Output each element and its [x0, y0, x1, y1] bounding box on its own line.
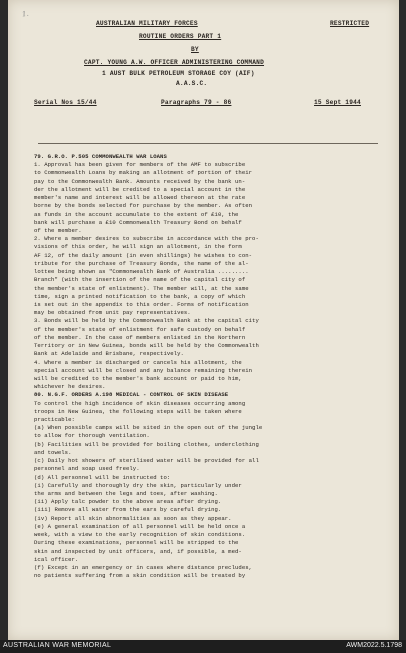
footer-institution: AUSTRALIAN WAR MEMORIAL	[3, 642, 112, 649]
body-line: as funds in the account accumulate to the extent of £10, the	[34, 210, 239, 218]
body-line: 79. G.R.O. P.505 COMMONWEALTH WAR LOANS	[34, 153, 167, 160]
archive-footer	[0, 640, 406, 653]
body-line: skin and inspected by unit officers, and, if possible, a med-	[34, 547, 242, 555]
body-line: During these examinations, personnel will be stripped to the	[34, 539, 239, 547]
body-line: (iii) Remove all water from the ears by careful drying.	[34, 506, 222, 514]
body-line: Branch" (with the insertion of the name of the capital city of	[34, 276, 246, 284]
body-line: is set out in the appendix to this order. Forms of notification	[34, 300, 249, 308]
body-line: borne by the bonds selected for purchase by the member. As often	[34, 202, 253, 210]
document-page	[8, 0, 399, 640]
header-unit: 1 AUST BULK PETROLEUM STORAGE COY (AIF)	[102, 70, 255, 77]
body-line: 1. Approval has been given for members of the AMF to subscribe	[34, 161, 246, 169]
body-line: bank will purchase a £10 Commonwealth Treasury Bond on behalf	[34, 218, 242, 226]
body-line: AF 12, of the daily amount (in even shillings) he wishes to con-	[34, 251, 253, 259]
body-line: 2. Where a member desires to subscribe in accordance with the pro-	[34, 235, 259, 243]
body-line: troops in New Guinea, the following steps will be taken where	[34, 407, 242, 415]
body-line: (e) A general examination of all personnel will be held once a	[34, 522, 246, 530]
body-line: (b) Facilities will be provided for boiling clothes, underclothing	[34, 440, 259, 448]
header-corps: A.A.S.C.	[176, 80, 208, 87]
body-line: (ii) Apply talc powder to the above areas after drying.	[34, 498, 222, 506]
body-line: (i) Carefully and thoroughly dry the skin, particularly under	[34, 481, 242, 489]
divider-top	[38, 143, 378, 144]
body-line: ical officer.	[34, 555, 79, 563]
order-date: 15 Sept 1944	[314, 99, 361, 106]
header-by: BY	[191, 46, 199, 53]
body-line: to Commonwealth Loans by making an allotment of portion of their	[34, 169, 253, 177]
body-line: (d) All personnel will be instructed to:	[34, 473, 171, 481]
body-line: To control the high incidence of skin diseases occurring among	[34, 399, 246, 407]
body-line: (f) Except in an emergency or in cases where distance precludes,	[34, 564, 253, 571]
body-line: time, sign a printed notification to the bank, a copy of which	[34, 292, 246, 300]
body-line: Bank at Adelaide and Brisbane, respectively.	[34, 350, 184, 358]
body-line: the arms and between the legs and toes, after washing.	[34, 490, 218, 498]
body-line: to allow for thorough ventilation.	[34, 432, 150, 440]
body-line: Territory or in New Guinea, bonds will be held by the Commonwealth	[34, 342, 259, 350]
body-line: of the member. In the case of members enlisted in the Northern	[34, 333, 246, 341]
body-line: practicable:	[34, 416, 75, 424]
body-line: may be obtained from unit pay representatives.	[34, 309, 191, 317]
body-line: of the member.	[34, 226, 82, 234]
body-line: and towels.	[34, 448, 72, 456]
body-line: (c) Daily hot showers of sterilised water will be provided for all	[34, 457, 259, 465]
body-line: pay to the Commonwealth Bank. Amounts received by the bank un-	[34, 177, 246, 185]
body-line: will be credited to the member's bank account or paid to him,	[34, 374, 242, 382]
header-officer: CAPT. YOUNG A.W. OFFICER ADMINISTERING COMMAND	[84, 59, 265, 66]
header-force: AUSTRALIAN MILITARY FORCES	[96, 20, 198, 27]
body-line: of the member's state of enlistment for safe custody on behalf	[34, 325, 246, 333]
paragraph-range: Paragraphs 79 - 86	[161, 99, 232, 106]
body-line: (iv) Report all skin abnormalities as soon as they appear.	[34, 514, 232, 522]
margin-annotation: 1.	[21, 9, 30, 19]
body-line: (a) When possible camps will be sited in the open out of the jungle	[34, 424, 263, 432]
body-line: special account will be closed and any balance remaining therein	[34, 366, 253, 374]
body-line: whichever he desires.	[34, 383, 106, 391]
body-line: 3. Bonds will be held by the Commonwealth Bank at the capital city	[34, 317, 259, 325]
body-line: 4. Where a member is discharged or cancels his allotment, the	[34, 358, 242, 366]
body-line: the member's state of enlistment). The member will, at the same	[34, 284, 249, 292]
footer-accession: AWM2022.5.1798	[346, 642, 402, 649]
body-line: tribute for the purchase of Treasury Bonds, the name of the al-	[34, 259, 249, 267]
header-orders-title: ROUTINE ORDERS PART 1	[139, 33, 222, 40]
body-line: 80. N.G.F. ORDERS A.198 MEDICAL - CONTROL OF SKIN DISEASE	[34, 391, 229, 399]
body-line: no patients suffering from a skin condition will be treated by	[34, 572, 246, 580]
header-classification: RESTRICTED	[330, 20, 370, 27]
body-line: lottee being shown as "Commonwealth Bank of Australia .........	[34, 268, 249, 276]
body-line: visions of this order, he will sign an allotment, in the form	[34, 243, 242, 251]
body-line: personnel and soap used freely.	[34, 465, 140, 473]
serial-numbers: Serial Nos 15/44	[34, 99, 97, 106]
body-line: week, with a view to the early recognition of skin conditions.	[34, 531, 246, 539]
body-line: member's name and interest will be allowed thereon at the rate	[34, 194, 246, 202]
body-line: der the allotment will be credited to a special account in the	[34, 185, 246, 193]
